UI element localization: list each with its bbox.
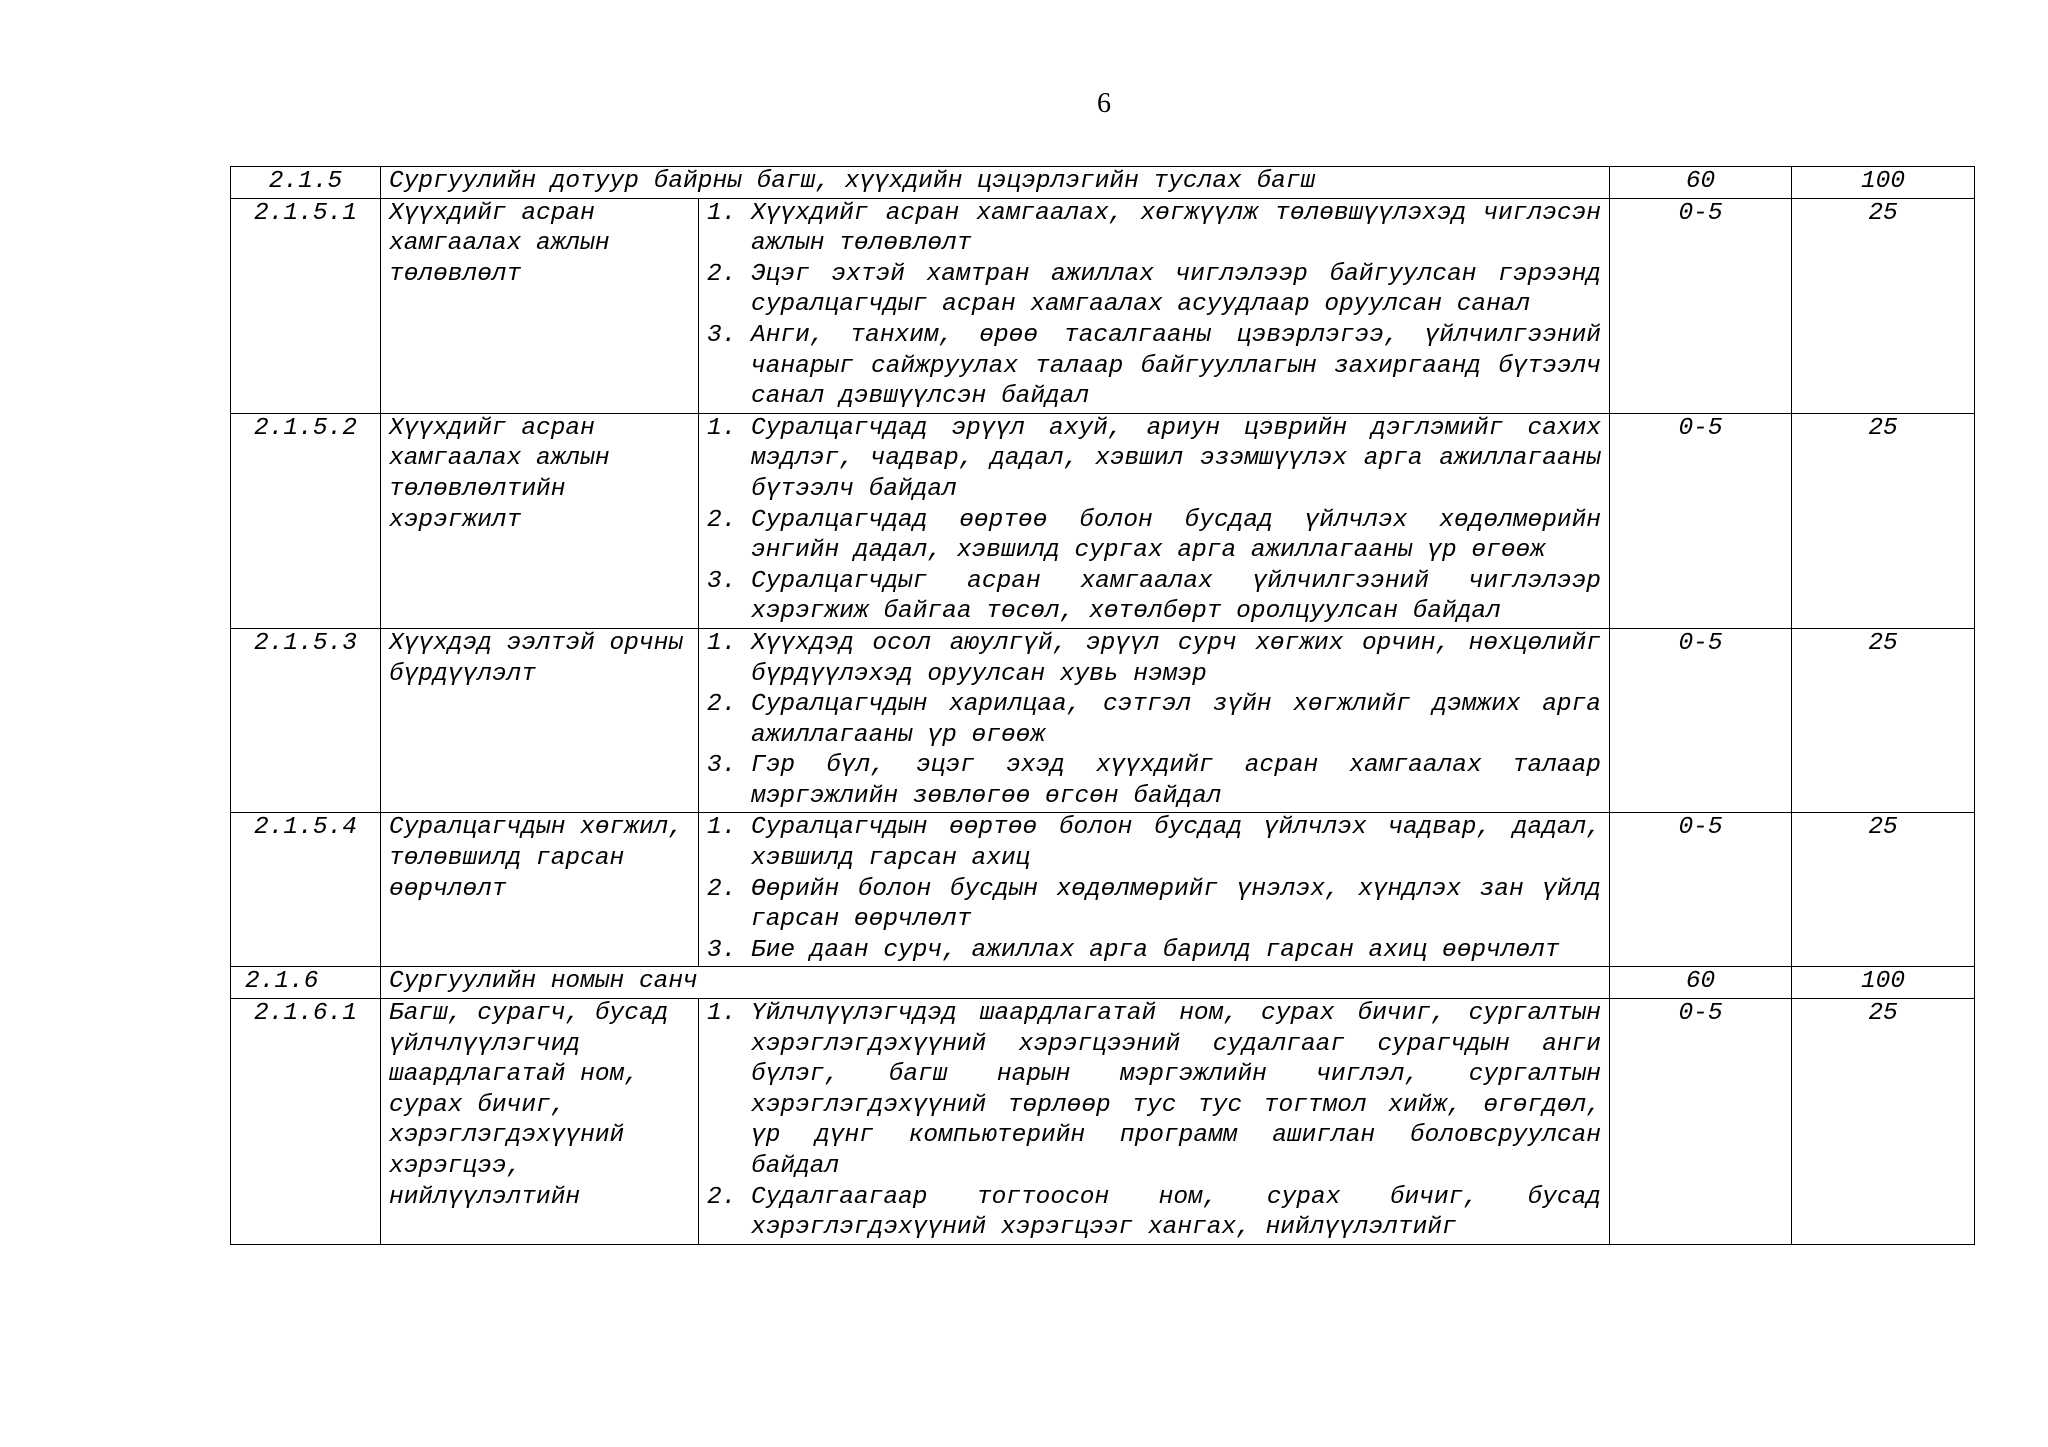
score-range: 0-5: [1610, 813, 1792, 967]
score-range: 0-5: [1610, 198, 1792, 413]
list-item: 3. Суралцагчдыг асран хамгаалах үйлчилгээний чиглэлээр хэрэгжиж байгаа төсөл, хөтөлбөрт оролцуулсан байдал: [707, 567, 1602, 626]
section-title: Сургуулийн номын санч: [381, 967, 1610, 999]
list-item: 3. Анги, танхим, өрөө тасалгааны цэвэрлэгээ, үйлчилгээний чанарыг сайжруулах талаар байгууллагын захиргаанд бүтээлч санал дэвшүүлсэн байдал: [707, 321, 1602, 411]
indicator-list: [699, 198, 1610, 413]
indicator-list: [699, 628, 1610, 813]
score-range: 0-5: [1610, 628, 1792, 813]
score-points: 25: [1792, 628, 1975, 813]
indicator-list: [699, 999, 1610, 1245]
section-code: 2.1.6: [231, 967, 381, 999]
section-score: 60: [1610, 967, 1792, 999]
row-code: 2.1.5.2: [231, 413, 381, 628]
indicator-list: [699, 813, 1610, 967]
list-item: 3. Гэр бүл, эцэг эхэд хүүхдийг асран хамгаалах талаар мэргэжлийн зөвлөгөө өгсөн байдал: [707, 752, 1602, 810]
row-code: 2.1.5.4: [231, 813, 381, 967]
table-row: [231, 198, 1975, 413]
list-item: 1. Хүүхдэд осол аюулгүй, эрүүл сурч хөгжих орчин, нөхцөлийг бүрдүүлэхэд оруулсан хувь нэмэр: [707, 629, 1602, 688]
criterion-cell: Хүүхдэд ээлтэй орчны бүрдүүлэлт: [381, 628, 699, 813]
list-item: 1. Суралцагчдын өөртөө болон бусдад үйлчлэх чадвар, дадал, хэвшилд гарсан ахиц: [707, 814, 1602, 873]
page-number: 6: [1097, 88, 1111, 119]
score-points: 25: [1792, 413, 1975, 628]
score-range: 0-5: [1610, 413, 1792, 628]
row-code: 2.1.5.1: [231, 198, 381, 413]
criterion-cell: Хүүхдийг асран хамгаалах ажлын төлөвлөлт: [381, 198, 699, 413]
score-points: 25: [1792, 198, 1975, 413]
section-header-row: [231, 167, 1975, 199]
evaluation-table: [230, 166, 1975, 1245]
section-score: 60: [1610, 167, 1792, 199]
criterion-cell: Багш, сурагч, бусад үйлчлүүлэгчид шаардлагатай ном, сурах бичиг, хэрэглэгдэхүүний хэрэгцээ, нийлүүлэлтийн: [381, 999, 699, 1245]
list-item: 2. Суралцагчдад өөртөө болон бусдад үйлчлэх хөдөлмөрийн энгийн дадал, хэвшилд сургах арга ажиллагааны үр өгөөж: [707, 506, 1602, 565]
score-points: 25: [1792, 999, 1975, 1245]
list-item: 1. Хүүхдийг асран хамгаалах, хөгжүүлж төлөвшүүлэхэд чиглэсэн ажлын төлөвлөлт: [707, 199, 1602, 258]
score-points: 25: [1792, 813, 1975, 967]
row-code: 2.1.6.1: [231, 999, 381, 1245]
table-row: [231, 413, 1975, 628]
section-max: 100: [1792, 167, 1975, 199]
list-item: 3. Бие даан сурч, ажиллах арга барилд гарсан ахиц өөрчлөлт: [707, 936, 1560, 964]
section-header-row: [231, 967, 1975, 999]
section-title: Сургуулийн дотуур байрны багш, хүүхдийн цэцэрлэгийн туслах багш: [381, 167, 1610, 199]
section-code: 2.1.5: [231, 167, 381, 199]
table-row: [231, 628, 1975, 813]
criterion-cell: Хүүхдийг асран хамгаалах ажлын төлөвлөлтийн хэрэгжилт: [381, 413, 699, 628]
table-row: [231, 999, 1975, 1245]
list-item: 1. Үйлчлүүлэгчдэд шаардлагатай ном, сурах бичиг, сургалтын хэрэглэгдэхүүний хэрэгцээний судалгааг сурагчдын анги бүлэг, багш нарын мэргэжлийн чиглэл, сургалтын хэрэглэгдэхүүний төрлөөр тус тус тогтмол хийж, өгөгдөл, үр дүнг компьютерийн программ ашиглан боловсруулсан байдал: [707, 1000, 1602, 1180]
list-item: 2. Суралцагчдын харилцаа, сэтгэл зүйн хөгжлийг дэмжих арга ажиллагааны үр өгөөж: [707, 691, 1602, 749]
row-code: 2.1.5.3: [231, 628, 381, 813]
list-item: 1. Суралцагчдад эрүүл ахуй, ариун цэврийн дэглэмийг сахих мэдлэг, чадвар, дадал, хэвшил эзэмшүүлэх арга ажиллагааны бүтээлч байдал: [707, 414, 1602, 503]
table-row: [231, 813, 1975, 967]
section-max: 100: [1792, 967, 1975, 999]
list-item: 2. Судалгаагаар тогтоосон ном, сурах бичиг, бусад хэрэглэгдэхүүний хэрэгцээг хангах, нийлүүлэлтийг: [707, 1183, 1602, 1242]
list-item: 2. Өөрийн болон бусдын хөдөлмөрийг үнэлэх, хүндлэх зан үйлд гарсан өөрчлөлт: [707, 875, 1602, 934]
list-item: 2. Эцэг эхтэй хамтран ажиллах чиглэлээр байгуулсан гэрээнд суралцагчдыг асран хамгаалах асуудлаар оруулсан санал: [707, 260, 1602, 319]
score-range: 0-5: [1610, 999, 1792, 1245]
criterion-cell: Суралцагчдын хөгжил, төлөвшилд гарсан өөрчлөлт: [381, 813, 699, 967]
indicator-list: [699, 413, 1610, 628]
